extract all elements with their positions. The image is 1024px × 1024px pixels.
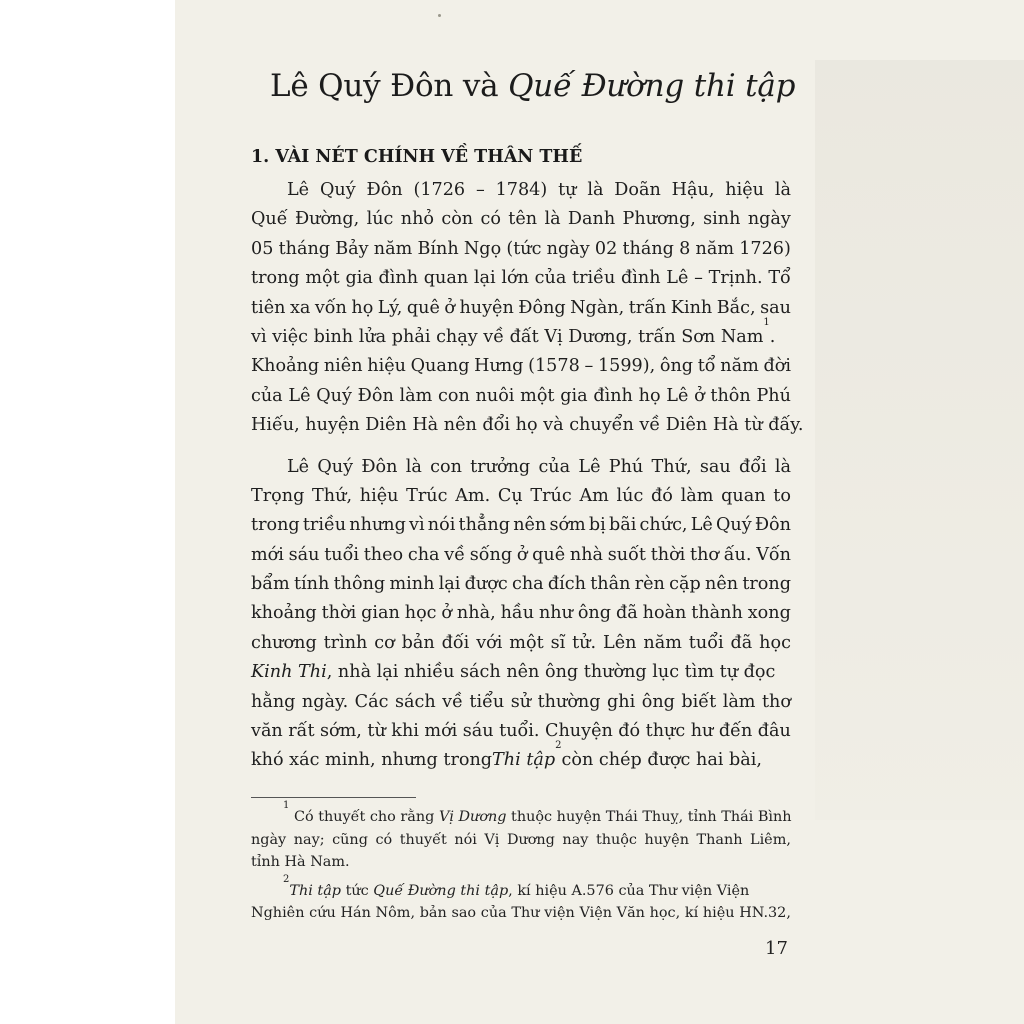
word: viện [544,905,575,921]
footnote-text: tỉnh Hà Nam. [251,854,350,870]
word: Bính [417,238,459,259]
word: là [405,456,422,477]
word: thực [645,721,686,742]
word: Ngàn, [570,297,625,318]
word: ông [659,356,694,377]
word: một [509,632,544,653]
word: triều [572,268,616,289]
text-line [251,411,804,440]
word: đó [651,485,673,506]
chapter-title [270,68,870,104]
footnote-text: tức [341,882,374,899]
word: về [444,544,466,565]
word: xa [289,297,311,318]
book-title-italic: Thi tập [492,750,556,771]
word: Vốn [756,544,791,565]
word: thuyết [399,831,447,848]
word: thường [537,691,601,712]
word: cha [511,574,544,595]
footnote-mark: 2 [283,873,290,885]
word: Lê [287,456,310,477]
book-page [175,0,1024,1024]
word: Dương [506,831,555,848]
word: đình [593,385,633,406]
word: Đường, [294,209,360,230]
word: Hưng [474,356,524,377]
word: Quý [317,456,354,477]
word: rèn [634,574,665,595]
text-line [251,570,791,599]
word: sáu [462,721,494,742]
word: đời [763,356,791,377]
word: Am. [455,485,491,506]
word: học [404,603,437,624]
title-italic: Quế Đường thi tập [508,68,796,104]
word: Đôn [357,385,394,406]
word: gia [560,385,588,406]
footnote-line [251,829,791,852]
word: thông [333,574,386,595]
word: được [464,574,508,595]
word: Danh [567,209,616,230]
word: mới [424,721,458,742]
text-line [251,658,791,687]
footnote-text: , kí hiệu A.576 của Thư viện Viện [508,882,750,899]
word: năm [643,632,682,653]
footnote-mark: 1 [283,800,290,811]
word: tháng [622,238,674,259]
word: Thanh [696,831,743,848]
word: tháng [278,238,331,259]
word: từ [367,721,386,742]
word: suốt [607,544,646,565]
text-line [251,294,791,323]
word: to [773,485,791,506]
text-line [251,453,791,482]
word: của [538,456,571,477]
footnote-line [251,902,791,925]
word: nhỏ [400,209,435,230]
word: Hán [340,905,371,921]
word: tuổi. [499,721,540,742]
word: quê [532,544,566,565]
word: sinh [703,209,741,230]
line-text: vì việc binh lửa phải chạy về đất Vị Dương, trấn Sơn Nam [251,326,764,347]
word: tuổi [688,632,724,653]
word: Lê [690,515,713,536]
word: đình [378,268,419,289]
word: rất [288,721,315,742]
text-line [251,205,791,234]
word: gia [345,268,373,289]
word: làm [399,385,433,406]
word: huyện [459,297,514,318]
word: sau [699,456,731,477]
word: sống [469,544,513,565]
word: Trọng [251,485,305,506]
word: hầu [500,603,535,624]
footnote-1 [251,800,792,829]
word: là [587,180,604,200]
word: tự [558,180,577,200]
word: Chuyện [545,721,613,742]
footnote-italic: Quế Đường thi tập [373,882,509,899]
word: ở [444,297,455,318]
text-line [251,541,791,570]
word: HN.32, [739,905,791,921]
word: một [520,385,555,406]
word: văn [251,721,283,742]
footnotes [251,800,792,925]
word: Trúc [406,485,448,506]
text-line [251,352,791,381]
word: thời [650,544,686,565]
word: – [694,268,703,289]
footnote-italic: Thi tập [289,882,341,899]
word: như [538,603,573,624]
word: năm [695,238,735,259]
word: Văn [616,905,645,921]
word: chương [251,632,317,653]
word: ngày. [301,691,349,712]
word: sớm [549,515,586,536]
word: hằng [251,691,296,712]
word: đổi [738,456,767,477]
word: học [759,632,791,653]
word: lại [438,574,461,595]
word: tử. [572,632,597,653]
word: Doãn [614,180,661,200]
word: 1784) [495,180,548,200]
word: nhưng [349,515,406,536]
page-speck [438,14,441,17]
word: ghi [607,691,636,712]
word: sử [510,691,532,712]
word: Thứ, [651,456,692,477]
word: Liêm, [750,831,791,848]
word: Khoảng [251,356,320,377]
word: nhà, [456,603,496,624]
word: thân [590,574,631,595]
word: thơ [690,544,720,565]
word: Quý [316,385,352,406]
word: làm [680,485,714,506]
word: làm [722,691,756,712]
word: quan [721,485,766,506]
word: nên [513,515,547,536]
word: cặp [669,574,701,595]
word: Trịnh. [708,268,763,289]
word: 8 [679,238,691,259]
word: ở [441,603,453,624]
word: ông [641,691,675,712]
word: cũng [332,831,368,848]
word: lúc [616,485,644,506]
word: Lê [666,385,689,406]
text-line [251,740,791,775]
word: Quang [410,356,470,377]
word: 05 [251,238,274,259]
word: có [480,209,501,230]
word: tiên [251,297,286,318]
word: mới [251,544,284,565]
word: thuộc [595,831,637,848]
footnote-line [251,851,791,874]
word: sĩ [550,632,566,653]
word: nhà [569,544,604,565]
word: lớn [501,268,529,289]
word: nuôi [475,385,515,406]
text-line [251,717,791,746]
word: trình [323,632,368,653]
word: bản [419,905,447,921]
word: thẳng [458,515,511,536]
word: đâu [757,721,791,742]
word: đối [441,632,470,653]
word: với [476,632,503,653]
word: Thư [511,905,540,921]
word: minh [389,574,435,595]
word: đến [718,721,753,742]
show-through-texture [815,60,1024,820]
word: có [375,831,393,848]
word: trưởng [470,456,531,477]
word: thành [691,603,743,624]
word: đã [730,632,753,653]
word: vì [409,515,425,536]
word: họ [351,297,374,318]
footnote-italic: Vị Dương [438,809,507,825]
word: sao [451,905,477,921]
word: cha [407,544,440,565]
word: Ngọ [463,238,502,259]
word: Lê [666,268,689,289]
word: theo [363,544,404,565]
word: (1726 [413,180,466,200]
word: Am [579,485,609,506]
book-title-italic: Kinh Thi [251,662,327,683]
body-text [251,176,804,776]
word: là [774,456,791,477]
word: trong [251,268,300,289]
text-line [251,316,791,352]
footnote-text: thuộc huyện Thái Thuỵ, tỉnh Thái Bình [506,809,792,825]
word: năm [720,356,759,377]
word: của [251,385,283,406]
word: nói [427,515,456,536]
word: con [438,385,470,406]
word: lại [473,268,496,289]
word: trấn [628,297,667,318]
text-line [251,235,791,264]
word: quê [406,297,440,318]
word: đã [615,603,638,624]
word: cơ [374,632,395,653]
word: gian [361,603,400,624]
word: Đôn [366,180,403,200]
word: Tổ [768,268,791,289]
word: Quý [715,515,752,536]
word: Lên [603,632,637,653]
word: nay; [293,831,325,848]
word: bẩm [251,574,290,595]
line-text: còn chép được hai bài, [561,750,762,771]
word: hiệu [367,356,406,377]
line-text: khó xác minh, nhưng trong [251,750,493,771]
word: Nôm, [375,905,416,921]
section-heading: 1. VÀI NÉT CHÍNH VỀ THÂN THẾ [251,147,583,167]
word: sách [394,691,436,712]
word: 1726) [739,238,791,259]
word: nên [704,574,739,595]
word: Bắc, [716,297,756,318]
word: họ [638,385,661,406]
word: Lý, [377,297,403,318]
word: chức, [639,515,688,536]
word: Kinh [670,297,713,318]
word: Phú [756,385,791,406]
word: Thứ, [312,485,353,506]
word: là [774,180,791,200]
word: Cụ [497,485,523,506]
word: tên [508,209,538,230]
word: Nghiên [251,905,305,921]
text-line [251,382,791,411]
footnote-ref-1[interactable]: 1 [763,316,770,328]
word: tính [293,574,330,595]
word: 1599), [597,356,656,377]
word: vốn [314,297,347,318]
title-plain: Lê Quý Đôn và [270,68,509,104]
word: Đôn [361,456,398,477]
word: Quý [319,180,356,200]
word: trong [742,574,791,595]
word: thời [321,603,357,624]
word: cứu [309,905,336,921]
word: con [430,456,462,477]
text-line [251,482,791,511]
text-line [251,264,791,293]
word: Đôn [754,515,791,536]
word: trong [251,515,300,536]
word: ông [577,603,612,624]
footnote-divider [251,797,416,798]
word: Các [354,691,389,712]
word: – [584,356,594,377]
word: bị [588,515,606,536]
footnote-ref-2[interactable]: 2 [555,740,562,752]
word: về [442,691,463,712]
word: hoàn [642,603,687,624]
word: bản [401,632,435,653]
word: – [475,180,485,200]
word: (tức [506,238,542,259]
word: ngày [747,209,791,230]
word: niên [323,356,363,377]
word: hiệu [725,180,764,200]
word: sáu [288,544,320,565]
word: ngày [251,831,287,848]
word: Hậu, [671,180,715,200]
page-number: 17 [765,938,788,959]
text-line [251,511,791,540]
word: đó [618,721,641,742]
word: Viện [579,905,612,921]
line-text: , nhà lại nhiều sách nên ông thường lục tìm tự đọc [326,662,776,683]
word: tổ [697,356,716,377]
word: ấu. [723,544,752,565]
word: tiểu [469,691,505,712]
word: Phương, [622,209,696,230]
word: lúc [366,209,394,230]
word: một [305,268,340,289]
word: nay [562,831,589,848]
word: biết [681,691,717,712]
word: kí [684,905,699,921]
word: đình [621,268,661,289]
word: Vị [484,831,500,848]
word: tuổi [324,544,359,565]
word: đích [547,574,586,595]
word: ngày [546,238,590,259]
word: xong [747,603,791,624]
word: năm [373,238,413,259]
word: quan [423,268,469,289]
word: Phú [608,456,644,477]
word: khi [391,721,419,742]
word: thôn [710,385,751,406]
word: Đông [518,297,566,318]
text-line [251,599,791,628]
word: Trúc [530,485,572,506]
word: còn [441,209,474,230]
word: huyện [644,831,689,848]
footnote-2 [251,873,791,903]
word: thơ [761,691,791,712]
word: khoảng [251,603,317,624]
text-line [251,629,791,658]
word: sớm, [320,721,362,742]
line-punct: . [769,326,776,347]
word: hư [690,721,714,742]
text-line [251,688,791,717]
text-line [251,176,791,205]
word: ở [694,385,705,406]
word: hiệu [359,485,399,506]
word: Lê [288,385,311,406]
word: (1578 [528,356,580,377]
word: hiệu [702,905,735,921]
word: Quế [251,209,288,230]
word: Lê [287,180,310,200]
word: học, [649,905,681,921]
word: là [544,209,561,230]
word: Bảy [335,238,369,259]
line-text: Hiếu, huyện Diên Hà nên đổi họ và chuyển về Diên Hà từ đấy. [251,415,804,436]
word: của [534,268,567,289]
word: Lê [578,456,601,477]
word: ở [516,544,528,565]
word: của [480,905,507,921]
word: triều [302,515,347,536]
word: sau [760,297,791,318]
word: 02 [594,238,618,259]
word: nói [454,831,477,848]
word: bãi [608,515,637,536]
footnote-text: Có thuyết cho rằng [289,809,439,825]
